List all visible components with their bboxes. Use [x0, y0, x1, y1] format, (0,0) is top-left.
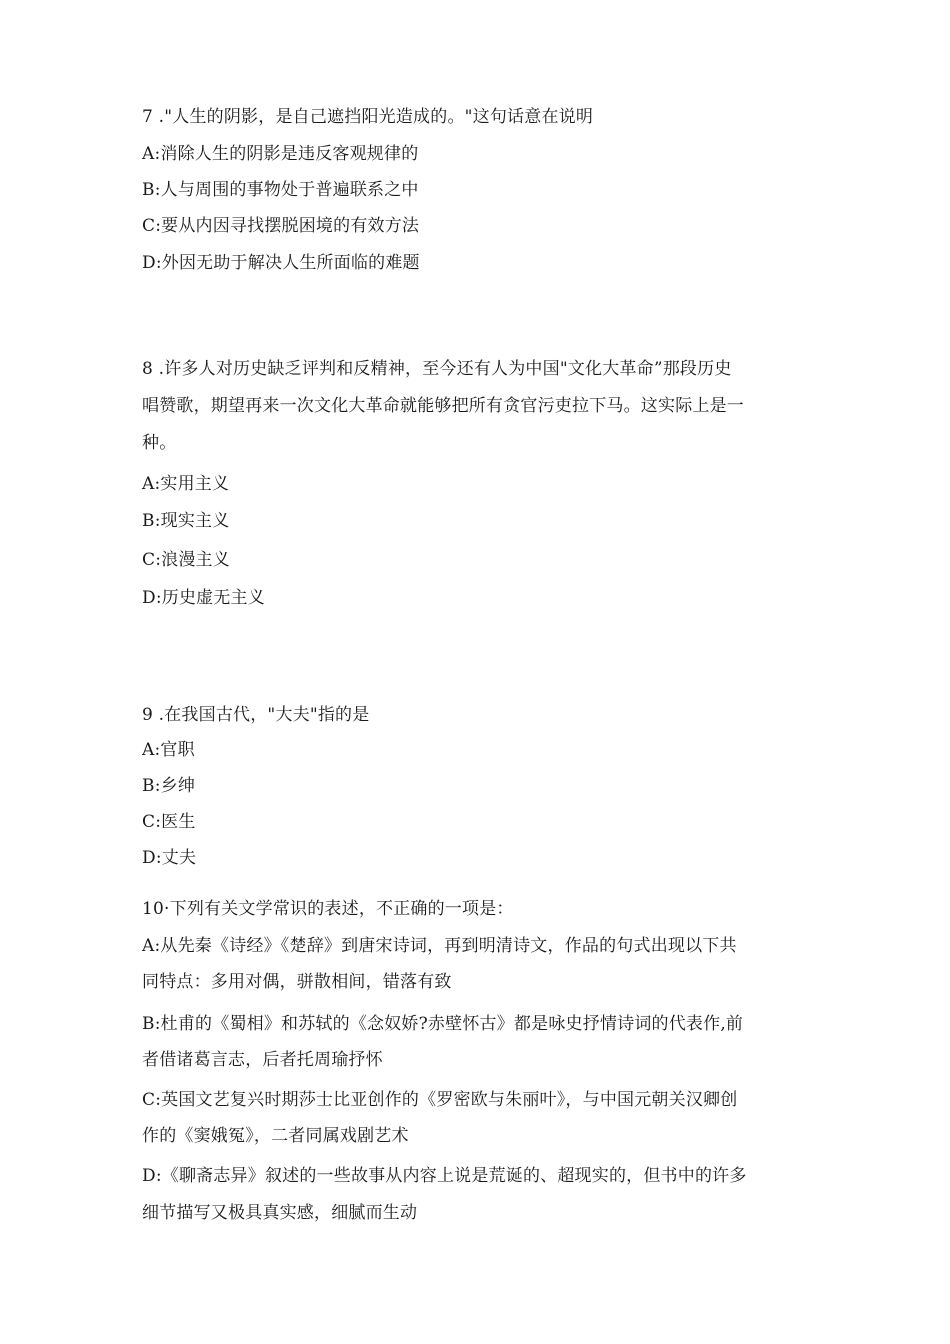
question-8-stem-line-1: 8 .许多人对历史缺乏评判和反精神，至今还有人为中国"文化大革命”那段历史	[142, 359, 732, 379]
question-9-option-a: A:官职	[142, 740, 195, 760]
question-7-option-d: D:外因无助于解决人生所面临的难题	[142, 253, 420, 273]
question-10-option-a-line-2: 同特点：多用对偶，骈散相间，错落有致	[142, 972, 452, 992]
question-7-option-b: B:人与周围的事物处于普遍联系之中	[142, 180, 419, 200]
question-7-option-a: A:消除人生的阴影是违反客观规律的	[142, 144, 419, 164]
question-10-option-c-line-2: 作的《窦娥冤》，二者同属戏剧艺术	[142, 1126, 409, 1146]
question-8-stem-line-2: 唱赞歌，期望再来一次文化大革命就能够把所有贪官污吏拉下马。这实际上是一	[142, 396, 744, 416]
question-10-option-b-line-2: 者借诸葛言志，后者托周瑜抒怀	[142, 1050, 383, 1070]
question-7-stem: 7 ."人生的阴影，是自己遮挡阳光造成的。"这句话意在说明	[142, 107, 594, 127]
question-8-option-a: A:实用主义	[142, 474, 230, 494]
question-8-option-b: B:现实主义	[142, 511, 230, 531]
question-10-option-d-line-2: 细节描写又极具真实感，细腻而生动	[142, 1203, 418, 1223]
question-8-option-d: D:历史虚无主义	[142, 588, 265, 608]
question-8-option-c: C:浪漫主义	[142, 550, 230, 570]
question-10-option-d-line-1: D:《聊斋志异》叙述的一些故事从内容上说是荒诞的、超现实的，但书中的许多	[142, 1166, 747, 1186]
question-7-option-c: C:要从内因寻找摆脱困境的有效方法	[142, 216, 420, 236]
question-10-option-a-line-1: A:从先秦《诗经》《楚辞》到唐宋诗词，再到明清诗文，作品的句式出现以下共	[142, 936, 737, 956]
question-9-option-b: B:乡绅	[142, 776, 196, 796]
question-10-option-c-line-1: C:英国文艺复兴时期莎士比亚创作的《罗密欧与朱丽叶》，与中国元朝关汉卿创	[142, 1090, 738, 1110]
question-10-stem: 10·下列有关文学常识的表述，不正确的一项是：	[142, 899, 514, 919]
question-8-stem-line-3: 种。	[142, 433, 177, 453]
question-9-option-d: D:丈夫	[142, 848, 197, 868]
question-9-option-c: C:医生	[142, 812, 196, 832]
question-10-option-b-line-1: B:杜甫的《蜀相》和苏轼的《念奴娇?赤壁怀古》都是咏史抒情诗词的代表作,前	[142, 1014, 744, 1034]
question-9-stem: 9 .在我国古代，"大夫"指的是	[142, 705, 370, 725]
